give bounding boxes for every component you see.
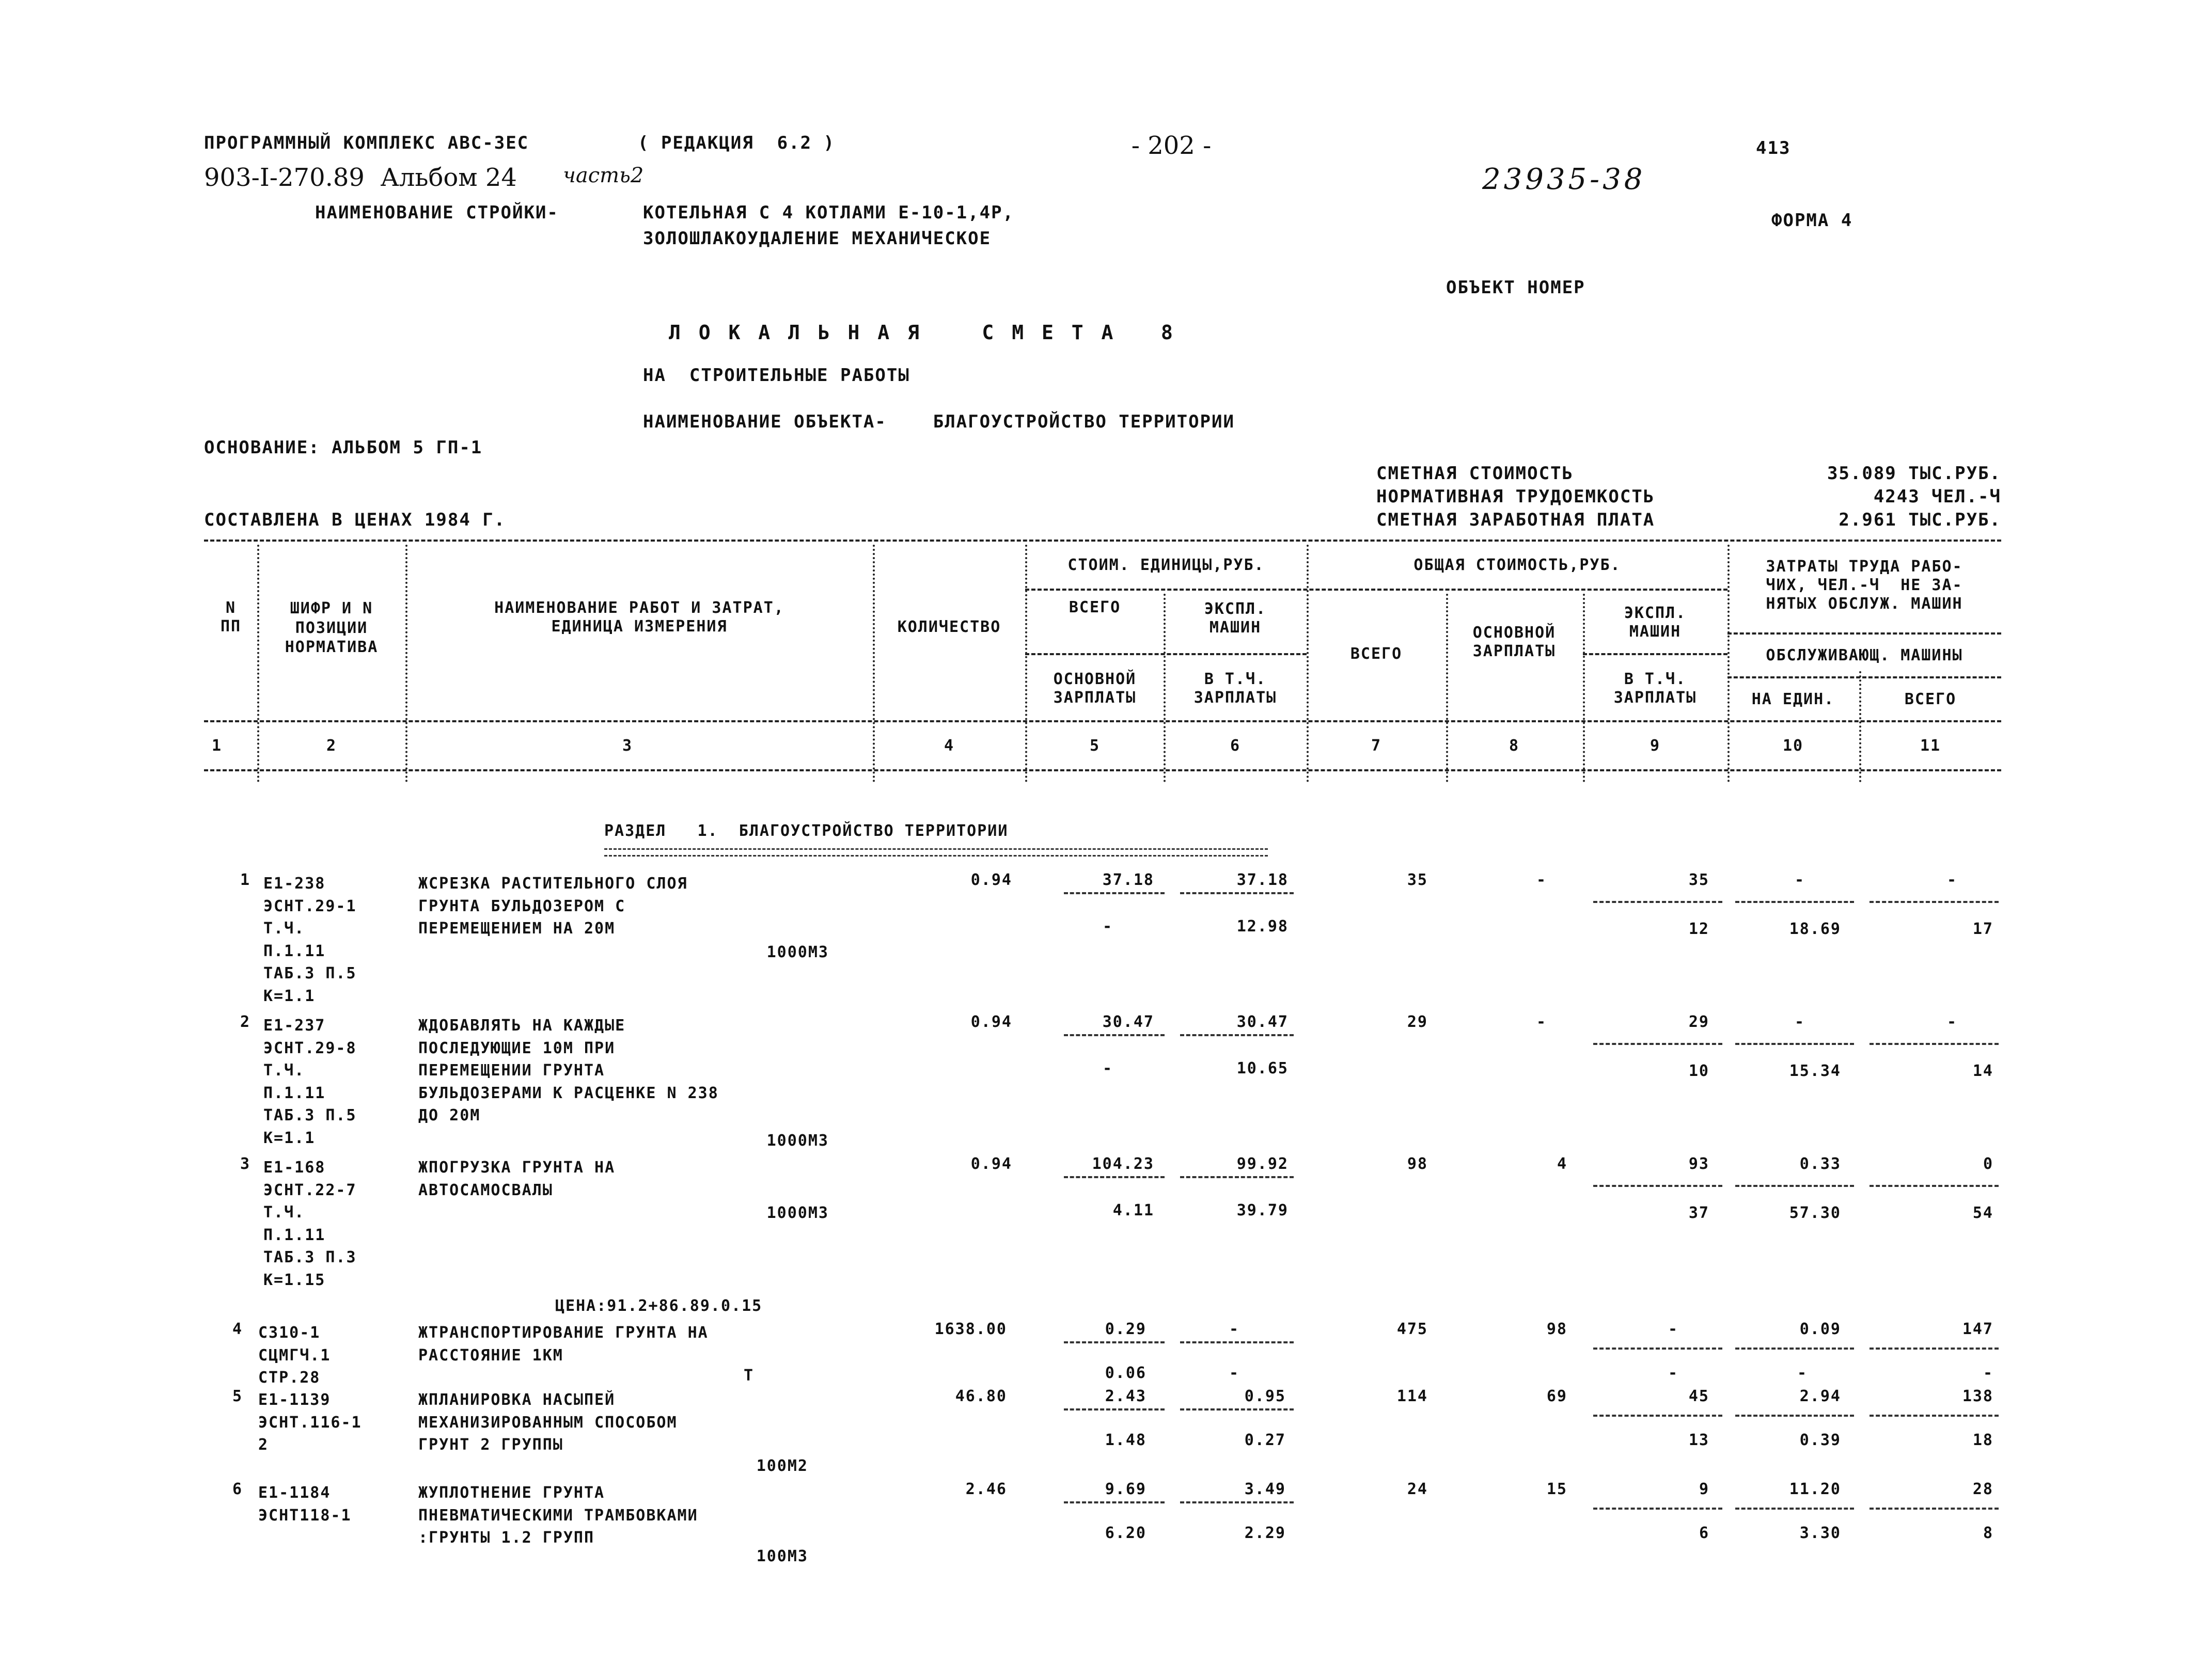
header-top-rule	[204, 540, 2001, 542]
total-value-cost: 35.089 ТЫС.РУБ.	[1827, 463, 2001, 484]
total-label-cost: СМЕТНАЯ СТОИМОСТЬ	[1376, 463, 1574, 484]
row-total: 114	[1396, 1387, 1428, 1405]
construction-line1: КОТЕЛЬНАЯ С 4 КОТЛАМИ Е-10-1,4Р,	[643, 202, 1015, 223]
header-sub-rule	[1583, 653, 1727, 655]
header-total-mach-wage: В Т.Ч. ЗАРПЛАТЫ	[1613, 670, 1697, 707]
row-total-mach-wage: 12	[1688, 920, 1709, 938]
row-serv-total: 54	[1972, 1204, 1993, 1222]
row-unit-wage: 1.48	[1105, 1431, 1146, 1449]
row-total-mach: 93	[1688, 1155, 1709, 1173]
construction-label: НАИМЕНОВАНИЕ СТРОЙКИ-	[315, 202, 559, 223]
row-unit-wage: -	[1102, 917, 1113, 936]
row-unit-total: 104.23	[1092, 1155, 1154, 1173]
row-unit-total: 30.47	[1102, 1013, 1154, 1031]
row-divider	[1064, 1501, 1165, 1503]
row-total-wage: 69	[1546, 1387, 1567, 1405]
row-labor-unit: 0.33	[1799, 1155, 1841, 1173]
row-unit: 1000М3	[766, 943, 829, 961]
row-unit: 1000М3	[766, 1204, 829, 1222]
form-label: ФОРМА 4	[1771, 210, 1853, 231]
colnum-bottom-rule	[204, 769, 2001, 771]
row-divider	[1735, 1508, 1854, 1510]
header-labor: ЗАТРАТЫ ТРУДА РАБО- ЧИХ, ЧЕЛ.-Ч НЕ ЗА- НЯТЫХ ОБСЛУЖ. МАШИН	[1766, 558, 1963, 613]
row-unit: Т	[743, 1367, 754, 1385]
row-divider	[1180, 1034, 1294, 1036]
prices-year: СОСТАВЛЕНА В ЦЕНАХ 1984 Г.	[204, 510, 506, 530]
row-unit-mach-wage: 10.65	[1236, 1059, 1289, 1077]
row-divider	[1593, 1415, 1722, 1417]
colnum-9: 9	[1650, 737, 1661, 755]
row-code: С310-1 СЦМГЧ.1 СТР.28	[258, 1324, 331, 1387]
row-code: Е1-1184 ЭСНТ118-1	[258, 1484, 352, 1525]
col-sep	[1583, 594, 1585, 782]
row-labor-total: -	[1946, 1013, 1957, 1031]
row-quantity: 2.46	[965, 1480, 1007, 1498]
col-sep	[1164, 594, 1166, 782]
row-total: 29	[1407, 1013, 1428, 1031]
doc-code: 23935-38	[1482, 163, 1646, 196]
colnum-6: 6	[1230, 737, 1241, 755]
row-total-wage: -	[1536, 1013, 1547, 1031]
row-unit-total: 0.29	[1105, 1320, 1146, 1338]
row-number: 5	[232, 1387, 243, 1405]
col-sep	[1859, 671, 1861, 782]
row-unit-mach: 0.95	[1244, 1387, 1286, 1405]
software-name: ПРОГРАММНЫЙ КОМПЛЕКС АВС-3ЕС	[204, 133, 529, 153]
total-value-labor: 4243 ЧЕЛ.-Ч	[1873, 486, 2001, 507]
row-total: 475	[1396, 1320, 1428, 1338]
row-labor-total: 138	[1962, 1387, 1993, 1405]
row-work-name: ЖПОГРУЗКА ГРУНТА НА АВТОСАМОСВАЛЫ	[418, 1159, 616, 1199]
row-unit-mach-wage: 12.98	[1236, 917, 1289, 936]
sheet-number: 413	[1756, 138, 1791, 159]
row-unit-wage: -	[1102, 1059, 1113, 1077]
row-total-mach-wage: 10	[1688, 1062, 1709, 1080]
col-sep	[257, 545, 259, 782]
row-divider	[1870, 1185, 1999, 1187]
section-underline	[604, 848, 1268, 857]
row-price-note: ЦЕНА:91.2+86.89.0.15	[555, 1297, 763, 1315]
row-unit-total: 37.18	[1102, 871, 1154, 889]
object-number-label: ОБЪЕКТ НОМЕР	[1446, 277, 1585, 298]
row-unit-mach-wage: 2.29	[1244, 1524, 1286, 1542]
colnum-5: 5	[1089, 737, 1101, 755]
header-labor-unit: НА ЕДИН.	[1751, 690, 1835, 708]
row-serv-unit: 15.34	[1789, 1062, 1841, 1080]
row-labor-total: 147	[1962, 1320, 1993, 1338]
row-serv-unit: 0.39	[1799, 1431, 1841, 1449]
header-col4: КОЛИЧЕСТВО	[897, 618, 1001, 636]
colnum-7: 7	[1371, 737, 1382, 755]
row-quantity: 0.94	[970, 1155, 1012, 1173]
row-divider	[1064, 1176, 1165, 1178]
colnum-4: 4	[944, 737, 955, 755]
page-number: - 202 -	[1131, 131, 1212, 160]
row-total: 24	[1407, 1480, 1428, 1498]
row-divider	[1735, 1043, 1854, 1045]
row-divider	[1180, 1408, 1294, 1410]
row-total-wage: 98	[1546, 1320, 1567, 1338]
row-divider	[1870, 901, 1999, 903]
row-work-name: ЖПЛАНИРОВКА НАСЫПЕЙ МЕХАНИЗИРОВАННЫМ СПОСОБОМ ГРУНТ 2 ГРУППЫ	[418, 1391, 678, 1454]
row-serv-total: 17	[1972, 920, 1993, 938]
row-divider	[1870, 1043, 1999, 1045]
row-number: 3	[240, 1155, 251, 1173]
row-unit-total: 9.69	[1105, 1480, 1146, 1498]
row-divider	[1735, 901, 1854, 903]
header-total-mach: ЭКСПЛ. МАШИН	[1624, 604, 1687, 641]
header-col1: N ПП	[220, 599, 242, 636]
header-labor-total: ВСЕГО	[1904, 690, 1957, 708]
row-unit-mach: 99.92	[1236, 1155, 1289, 1173]
row-quantity: 46.80	[955, 1387, 1007, 1405]
row-serv-unit: -	[1797, 1364, 1808, 1382]
edition: ( РЕДАКЦИЯ 6.2 )	[638, 133, 835, 153]
total-label-wage: СМЕТНАЯ ЗАРАБОТНАЯ ПЛАТА	[1376, 510, 1655, 530]
total-value-wage: 2.961 ТЫС.РУБ.	[1839, 510, 2001, 530]
col-sep	[405, 545, 407, 782]
row-total-mach: 9	[1699, 1480, 1709, 1498]
basis: ОСНОВАНИЕ: АЛЬБОМ 5 ГП-1	[204, 437, 483, 458]
row-divider	[1735, 1348, 1854, 1350]
row-divider	[1870, 1508, 1999, 1510]
header-unit-mach: ЭКСПЛ. МАШИН	[1204, 600, 1267, 637]
row-divider	[1593, 1348, 1722, 1350]
row-number: 1	[240, 871, 251, 889]
row-serv-unit: 3.30	[1799, 1524, 1841, 1542]
row-divider	[1735, 1185, 1854, 1187]
colnum-3: 3	[622, 737, 633, 755]
row-divider	[1593, 901, 1722, 903]
row-work-name: ЖСРЕЗКА РАСТИТЕЛЬНОГО СЛОЯ ГРУНТА БУЛЬДОЗЕРОМ С ПЕРЕМЕЩЕНИЕМ НА 20М	[418, 875, 688, 938]
header-sub-rule	[1727, 632, 2001, 635]
row-serv-unit: 18.69	[1789, 920, 1841, 938]
album-title: 903-I-270.89 Альбом 24	[204, 163, 517, 192]
row-labor-unit: -	[1794, 871, 1805, 889]
row-divider	[1180, 1176, 1294, 1178]
header-col3: НАИМЕНОВАНИЕ РАБОТ И ЗАТРАТ, ЕДИНИЦА ИЗМЕРЕНИЯ	[494, 599, 784, 636]
header-sub-rule	[1025, 653, 1307, 655]
row-total-mach: -	[1668, 1320, 1678, 1338]
header-bottom-rule	[204, 720, 2001, 722]
row-labor-total: -	[1946, 871, 1957, 889]
row-serv-total: 8	[1983, 1524, 1993, 1542]
row-code: Е1-238 ЭСНТ.29-1 Т.Ч. П.1.11 ТАБ.3 П.5 К=1.1	[263, 875, 357, 1005]
row-divider	[1593, 1185, 1722, 1187]
document-subtitle: НА СТРОИТЕЛЬНЫЕ РАБОТЫ	[643, 365, 910, 386]
section-heading: РАЗДЕЛ 1. БЛАГОУСТРОЙСТВО ТЕРРИТОРИИ	[604, 822, 1009, 840]
header-sub-rule	[1727, 676, 2001, 678]
header-total-cost: ОБЩАЯ СТОИМОСТЬ,РУБ.	[1413, 556, 1621, 574]
row-serv-total: 14	[1972, 1062, 1993, 1080]
row-unit-mach: -	[1229, 1320, 1239, 1338]
row-labor-unit: -	[1794, 1013, 1805, 1031]
row-total: 35	[1407, 871, 1428, 889]
construction-line2: ЗОЛОШЛАКОУДАЛЕНИЕ МЕХАНИЧЕСКОЕ	[643, 228, 992, 249]
colnum-2: 2	[326, 737, 337, 755]
col-sep	[873, 545, 875, 782]
row-total-wage: -	[1536, 871, 1547, 889]
row-unit-total: 2.43	[1105, 1387, 1146, 1405]
row-total-mach-wage: 13	[1688, 1431, 1709, 1449]
header-col2: ШИФР И N ПОЗИЦИИ НОРМАТИВА	[285, 599, 379, 656]
row-divider	[1064, 1034, 1165, 1036]
col-sep	[1307, 545, 1309, 782]
row-divider	[1870, 1415, 1999, 1417]
row-unit: 100М2	[756, 1457, 808, 1475]
header-unit-cost: СТОИМ. ЕДИНИЦЫ,РУБ.	[1067, 556, 1265, 574]
object-name: НАИМЕНОВАНИЕ ОБЪЕКТА- БЛАГОУСТРОЙСТВО ТЕРРИТОРИИ	[643, 411, 1235, 432]
colnum-10: 10	[1782, 737, 1804, 755]
row-serv-unit: 57.30	[1789, 1204, 1841, 1222]
row-divider	[1735, 1415, 1854, 1417]
row-divider	[1180, 892, 1294, 894]
header-unit-mach-wage: В Т.Ч. ЗАРПЛАТЫ	[1193, 670, 1277, 707]
row-number: 2	[240, 1013, 251, 1031]
row-labor-total: 0	[1983, 1155, 1993, 1173]
row-unit: 100М3	[756, 1547, 808, 1565]
row-total: 98	[1407, 1155, 1428, 1173]
row-unit-wage: 6.20	[1105, 1524, 1146, 1542]
col-sep	[1025, 545, 1027, 782]
col-sep	[1446, 594, 1448, 782]
row-work-name: ЖТРАНСПОРТИРОВАНИЕ ГРУНТА НА РАССТОЯНИЕ 1КМ	[418, 1324, 709, 1365]
header-sub-rule	[1025, 589, 1727, 591]
row-unit-mach-wage: 39.79	[1236, 1201, 1289, 1219]
row-unit-mach-wage: 0.27	[1244, 1431, 1286, 1449]
colnum-11: 11	[1920, 737, 1941, 755]
row-total-mach-wage: 37	[1688, 1204, 1709, 1222]
header-unit-total: ВСЕГО	[1069, 598, 1121, 616]
row-unit-mach: 37.18	[1236, 871, 1289, 889]
row-total-wage: 4	[1557, 1155, 1567, 1173]
header-unit-wage: ОСНОВНОЙ ЗАРПЛАТЫ	[1053, 670, 1137, 707]
row-code: Е1-1139 ЭСНТ.116-1 2	[258, 1391, 362, 1454]
row-divider	[1064, 1341, 1165, 1343]
row-number: 6	[232, 1480, 243, 1498]
document-title: Л О К А Л Ь Н А Я С М Е Т А 8	[669, 321, 1176, 344]
header-total-wage: ОСНОВНОЙ ЗАРПЛАТЫ	[1472, 624, 1556, 660]
row-labor-unit: 2.94	[1799, 1387, 1841, 1405]
album-part: часть2	[563, 164, 644, 187]
total-label-labor: НОРМАТИВНАЯ ТРУДОЕМКОСТЬ	[1376, 486, 1655, 507]
row-code: Е1-168 ЭСНТ.22-7 Т.Ч. П.1.11 ТАБ.3 П.3 К=1.15	[263, 1159, 357, 1289]
row-total-mach-wage: 6	[1699, 1524, 1709, 1542]
row-work-name: ЖУПЛОТНЕНИЕ ГРУНТА ПНЕВМАТИЧЕСКИМИ ТРАМБОВКАМИ :ГРУНТЫ 1.2 ГРУПП	[418, 1484, 698, 1547]
colnum-8: 8	[1509, 737, 1520, 755]
row-total-mach: 35	[1688, 871, 1709, 889]
row-quantity: 0.94	[970, 871, 1012, 889]
row-labor-unit: 11.20	[1789, 1480, 1841, 1498]
row-divider	[1064, 892, 1165, 894]
row-unit-mach: 30.47	[1236, 1013, 1289, 1031]
header-total-all: ВСЕГО	[1350, 645, 1403, 663]
row-divider	[1870, 1348, 1999, 1350]
row-unit-wage: 0.06	[1105, 1364, 1146, 1382]
row-serv-total: 18	[1972, 1431, 1993, 1449]
row-labor-unit: 0.09	[1799, 1320, 1841, 1338]
row-total-mach-wage: -	[1668, 1364, 1678, 1382]
row-unit-mach-wage: -	[1229, 1364, 1239, 1382]
row-total-wage: 15	[1546, 1480, 1567, 1498]
row-quantity: 1638.00	[934, 1320, 1007, 1338]
row-quantity: 0.94	[970, 1013, 1012, 1031]
row-divider	[1180, 1501, 1294, 1503]
row-unit-wage: 4.11	[1112, 1201, 1154, 1219]
header-labor-serv: ОБСЛУЖИВАЮЩ. МАШИНЫ	[1766, 646, 1963, 664]
row-divider	[1064, 1408, 1165, 1410]
row-divider	[1180, 1341, 1294, 1343]
row-number: 4	[232, 1320, 243, 1338]
row-unit-mach: 3.49	[1244, 1480, 1286, 1498]
row-total-mach: 45	[1688, 1387, 1709, 1405]
row-unit: 1000М3	[766, 1132, 829, 1150]
row-divider	[1593, 1508, 1722, 1510]
row-serv-total: -	[1983, 1364, 1993, 1382]
row-total-mach: 29	[1688, 1013, 1709, 1031]
row-work-name: ЖДОБАВЛЯТЬ НА КАЖДЫЕ ПОСЛЕДУЮЩИЕ 10М ПРИ ПЕРЕМЕЩЕНИИ ГРУНТА БУЛЬДОЗЕРАМИ К РАСЦЕНКЕ N 238 ДО 20М	[418, 1017, 719, 1124]
colnum-1: 1	[211, 737, 223, 755]
row-code: Е1-237 ЭСНТ.29-8 Т.Ч. П.1.11 ТАБ.3 П.5 К=1.1	[263, 1017, 357, 1147]
row-labor-total: 28	[1972, 1480, 1993, 1498]
row-divider	[1593, 1043, 1722, 1045]
col-sep	[1727, 545, 1730, 782]
